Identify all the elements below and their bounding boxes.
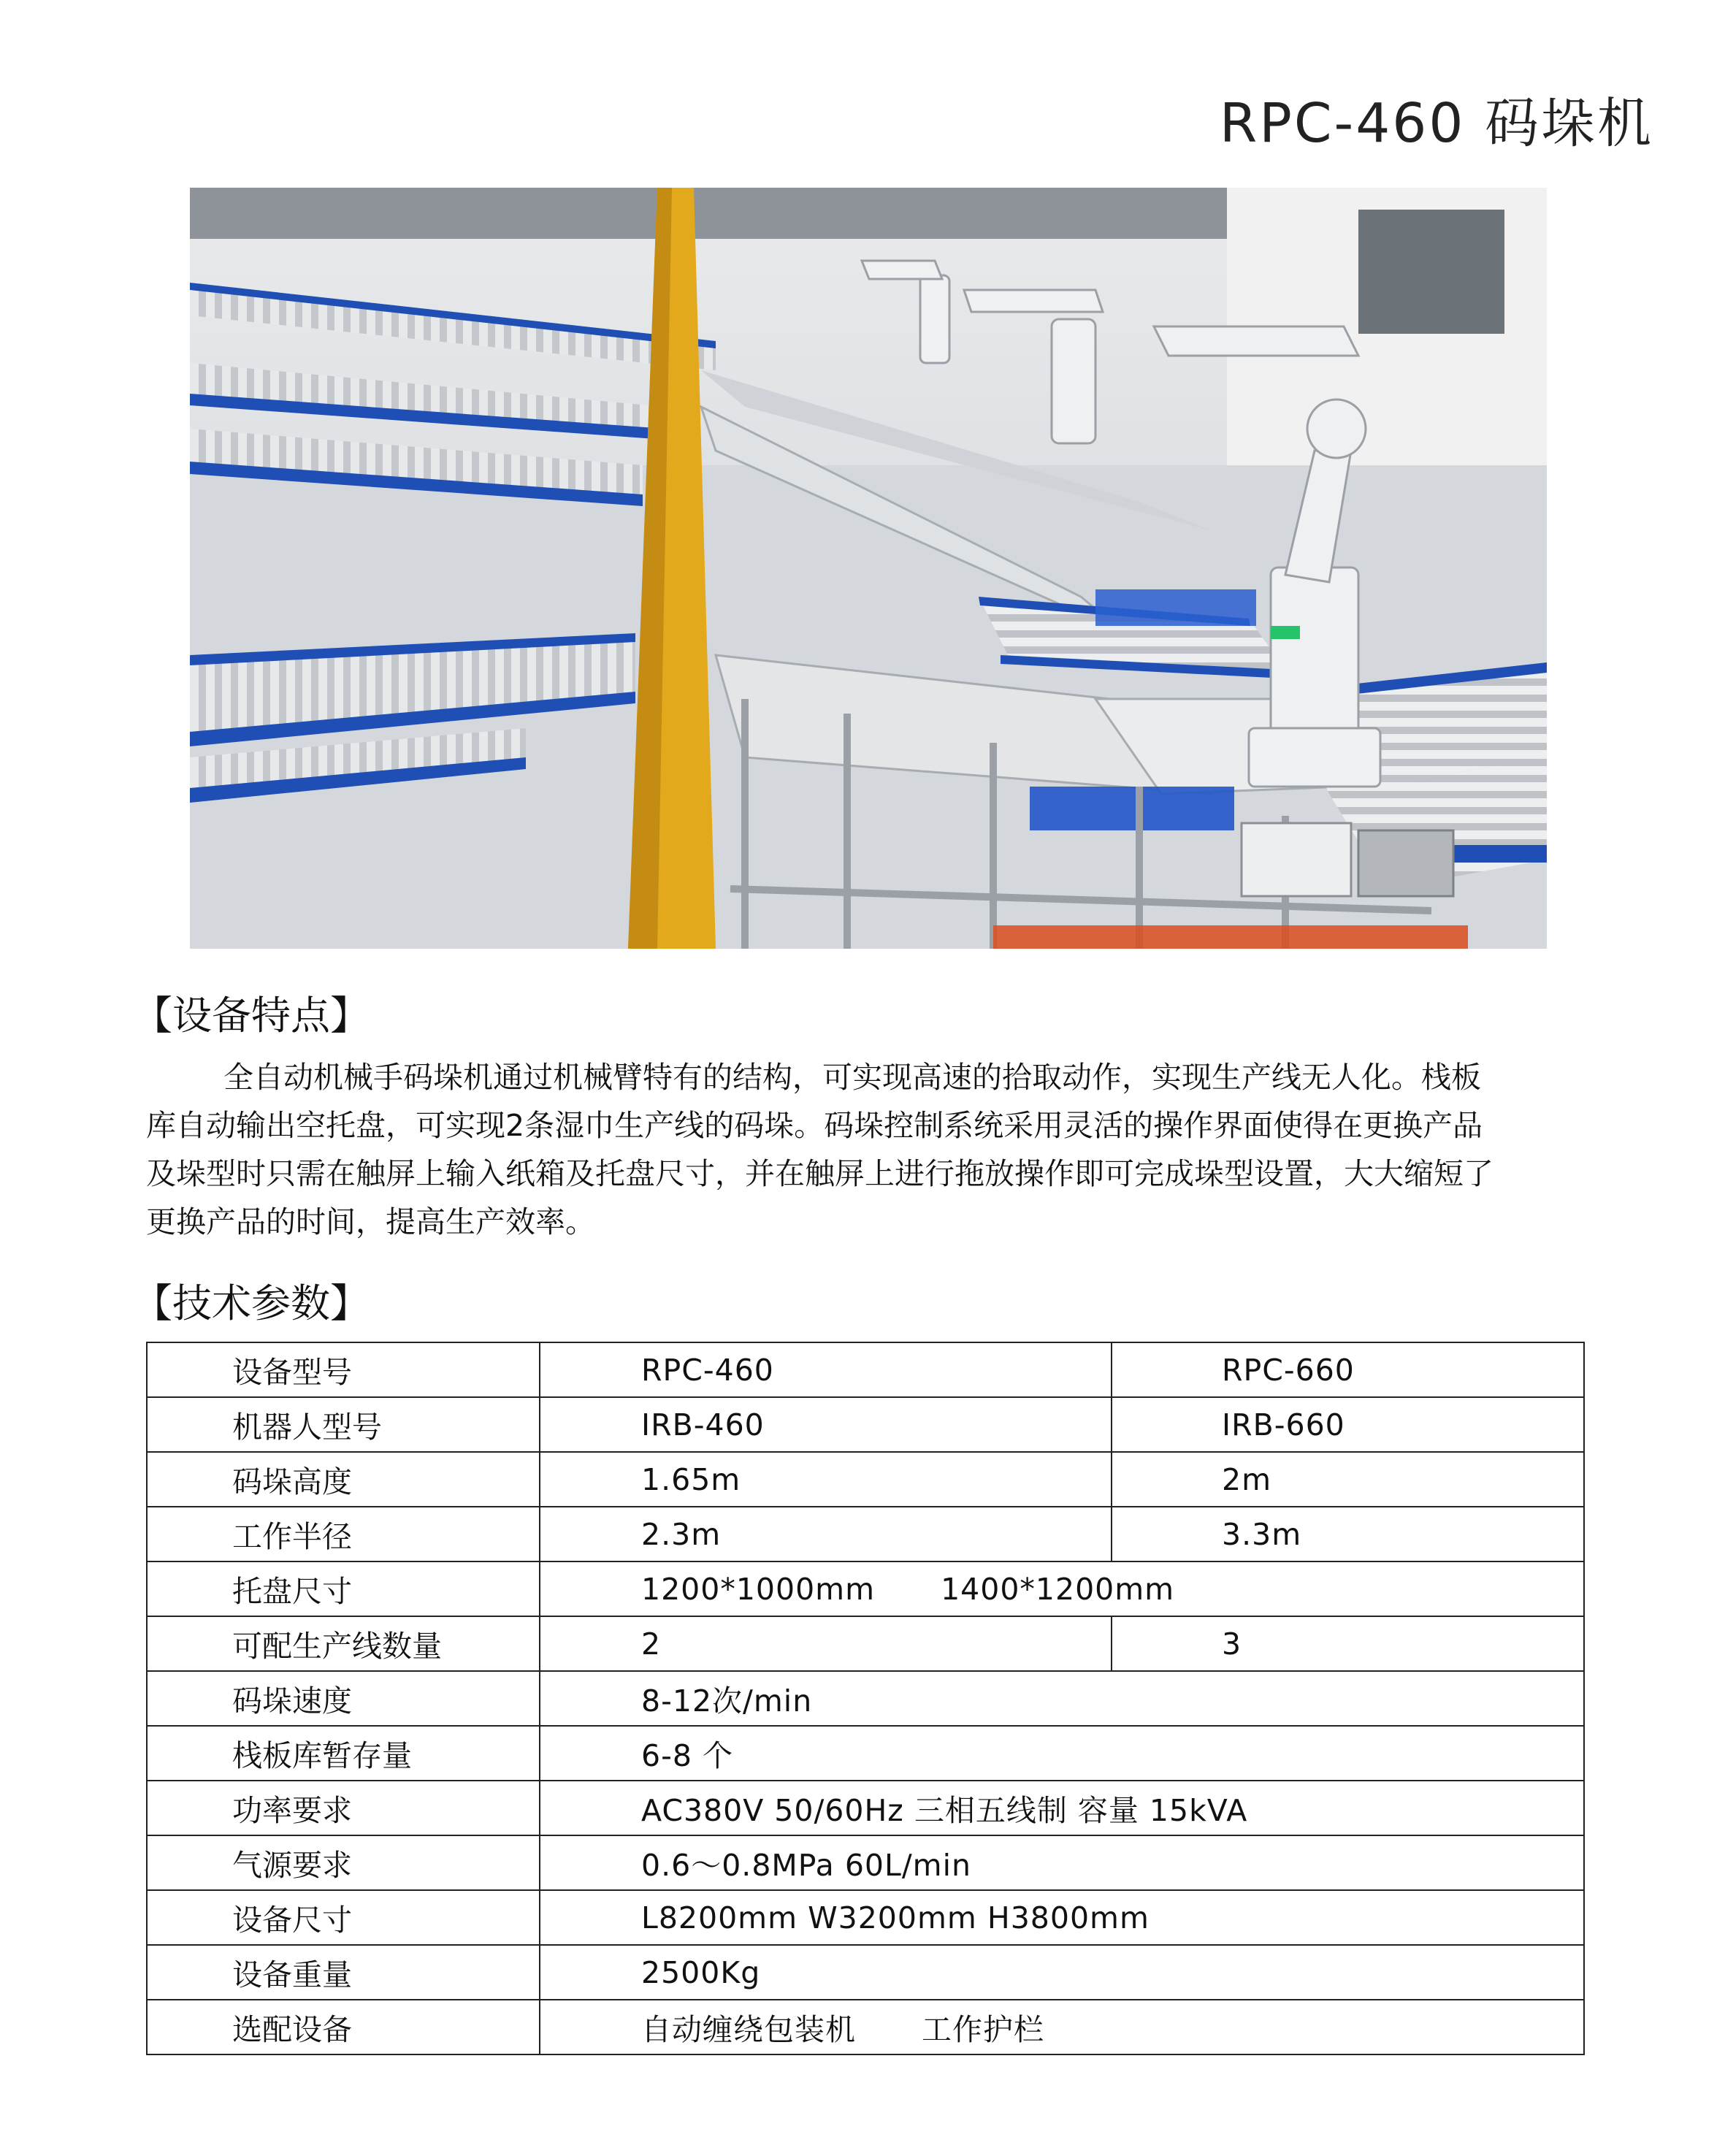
spec-value — [540, 2000, 1584, 2054]
spec-value: 0.6～0.8MPa 60L/min — [540, 1835, 1584, 1890]
spec-label: 码垛速度 — [147, 1671, 540, 1726]
spec-label: 机器人型号 — [147, 1397, 540, 1452]
spec-label: 托盘尺寸 — [147, 1561, 540, 1616]
spec-value: RPC-660 — [1112, 1342, 1584, 1397]
spec-label: 设备型号 — [147, 1342, 540, 1397]
table-row — [147, 1726, 1584, 1781]
features-line: 库自动输出空托盘，可实现2条湿巾生产线的码垛。码垛控制系统采用灵活的操作界面使得在更换产品 — [146, 1108, 1483, 1143]
table-row — [147, 1342, 1584, 1397]
control-box-icon — [1242, 823, 1351, 896]
features-line: 及垛型时只需在触屏上输入纸箱及托盘尺寸，并在触屏上进行拖放操作即可完成垛型设置，大大缩短了 — [146, 1156, 1493, 1191]
page-title: RPC-460 码垛机 — [1219, 92, 1653, 155]
spec-label: 栈板库暂存量 — [147, 1726, 540, 1781]
spec-value: L8200mm W3200mm H3800mm — [540, 1890, 1584, 1945]
spec-label: 工作半径 — [147, 1507, 540, 1561]
spec-value: 1.65m — [540, 1452, 1112, 1507]
pallet-icon — [1030, 787, 1234, 830]
table-row — [147, 1561, 1584, 1616]
features-line: 全自动机械手码垛机通过机械臂特有的结构，可实现高速的拾取动作，实现生产线无人化。栈板 — [223, 1060, 1481, 1095]
palletizing-line-illustration — [190, 188, 1547, 949]
spec-value: 8-12次/min — [540, 1671, 1584, 1726]
spec-value — [540, 1561, 1584, 1616]
spec-value: 3.3m — [1112, 1507, 1584, 1561]
spec-value-b: 1400*1200mm — [941, 1571, 1175, 1607]
params-heading: 【技术参数】 — [133, 1280, 370, 1326]
spec-label: 码垛高度 — [147, 1452, 540, 1507]
spec-label: 可配生产线数量 — [147, 1616, 540, 1671]
spec-label: 设备重量 — [147, 1945, 540, 2000]
spec-value: IRB-460 — [540, 1397, 1112, 1452]
table-row — [147, 1835, 1584, 1890]
table-row — [147, 1397, 1584, 1452]
spec-value: AC380V 50/60Hz 三相五线制 容量 15kVA — [540, 1781, 1584, 1835]
table-row — [147, 1890, 1584, 1945]
spec-table — [146, 1342, 1585, 2055]
factory-photo — [190, 188, 1547, 949]
table-row — [147, 1945, 1584, 2000]
spec-value: 3 — [1112, 1616, 1584, 1671]
features-paragraph — [146, 1053, 1599, 1246]
spec-label: 选配设备 — [147, 2000, 540, 2054]
spec-value-b: 工作护栏 — [922, 2012, 1044, 2047]
spec-value: IRB-660 — [1112, 1397, 1584, 1452]
spec-label: 气源要求 — [147, 1835, 540, 1890]
spec-value-a: 自动缠绕包装机 — [641, 2012, 856, 2047]
table-row — [147, 1507, 1584, 1561]
spec-value: 2.3m — [540, 1507, 1112, 1561]
spec-value: RPC-460 — [540, 1342, 1112, 1397]
table-row — [147, 1452, 1584, 1507]
spec-label: 设备尺寸 — [147, 1890, 540, 1945]
table-row — [147, 1781, 1584, 1835]
spec-value: 6-8 个 — [540, 1726, 1584, 1781]
spec-value-a: 1200*1000mm — [641, 1571, 876, 1607]
features-line: 更换产品的时间，提高生产效率。 — [146, 1204, 595, 1239]
spec-value: 2m — [1112, 1452, 1584, 1507]
table-row — [147, 1616, 1584, 1671]
spec-value: 2 — [540, 1616, 1112, 1671]
table-row — [147, 1671, 1584, 1726]
features-heading: 【设备特点】 — [133, 993, 370, 1039]
table-row — [147, 2000, 1584, 2054]
spec-label: 功率要求 — [147, 1781, 540, 1835]
spec-value: 2500Kg — [540, 1945, 1584, 2000]
